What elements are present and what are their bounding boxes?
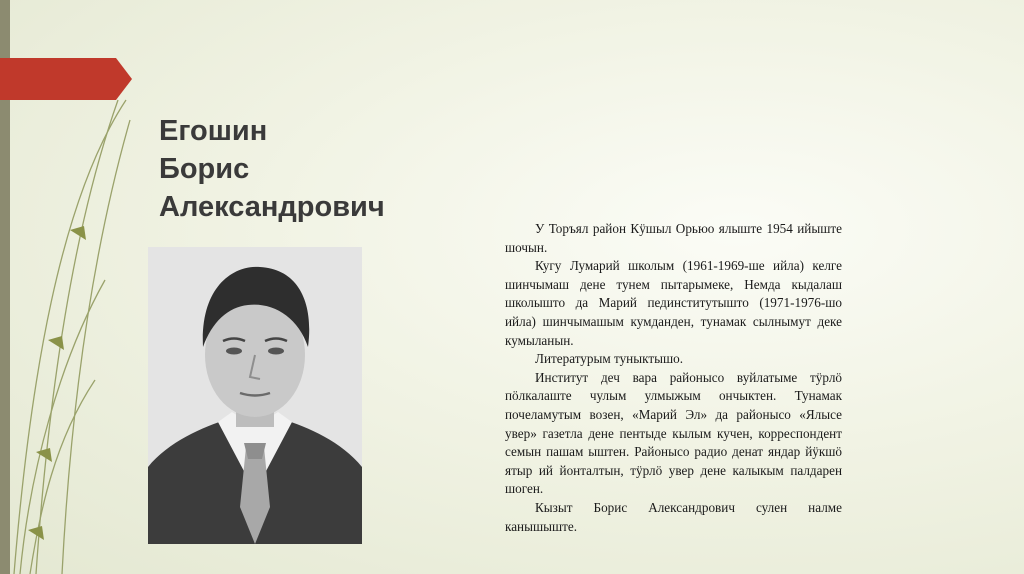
- bio-paragraph: Кугу Лумарий школым (1961-1969-ше ийла) келге шинчымаш дене тунем пытарымеке, Немда кыдалаш школышто да Марий пединститутышто (1971-1976-шо ийла) шинчымашым кумданден, тунамак сылнымут деке кумыланын.: [505, 258, 842, 348]
- title-first-name: Борис: [159, 153, 250, 185]
- page-title: [159, 112, 385, 226]
- title-surname: Егошин: [159, 115, 268, 147]
- bio-paragraph: У Торъял район Кӱшыл Орьюо ялыште 1954 ийыште шочын.: [505, 221, 842, 255]
- bio-paragraph: Институт деч вара районысо вуйлатыме тӱрлӧ пӧлкалаште чулым улмыжым ончыктен. Тунамак почеламутым возен, «Марий Эл» да районысо «Ялысе увер» газетла дене пентыде кылым кучен, корреспондент семын пашам ыштен. Районысо радио денат яндар йӱкшӧ ятыр ий йонталтын, тӱрлӧ увер дене калыкым палдарен шоген.: [505, 369, 842, 497]
- portrait-photo: [148, 247, 362, 544]
- bio-paragraph: Кызыт Борис Александрович сулен налме канышыште.: [505, 499, 842, 534]
- title-patronymic: Александрович: [159, 191, 385, 223]
- bio-paragraph: Литературым туныктышо.: [535, 351, 684, 367]
- biography-text: [505, 220, 842, 536]
- red-accent-tab: [0, 58, 132, 100]
